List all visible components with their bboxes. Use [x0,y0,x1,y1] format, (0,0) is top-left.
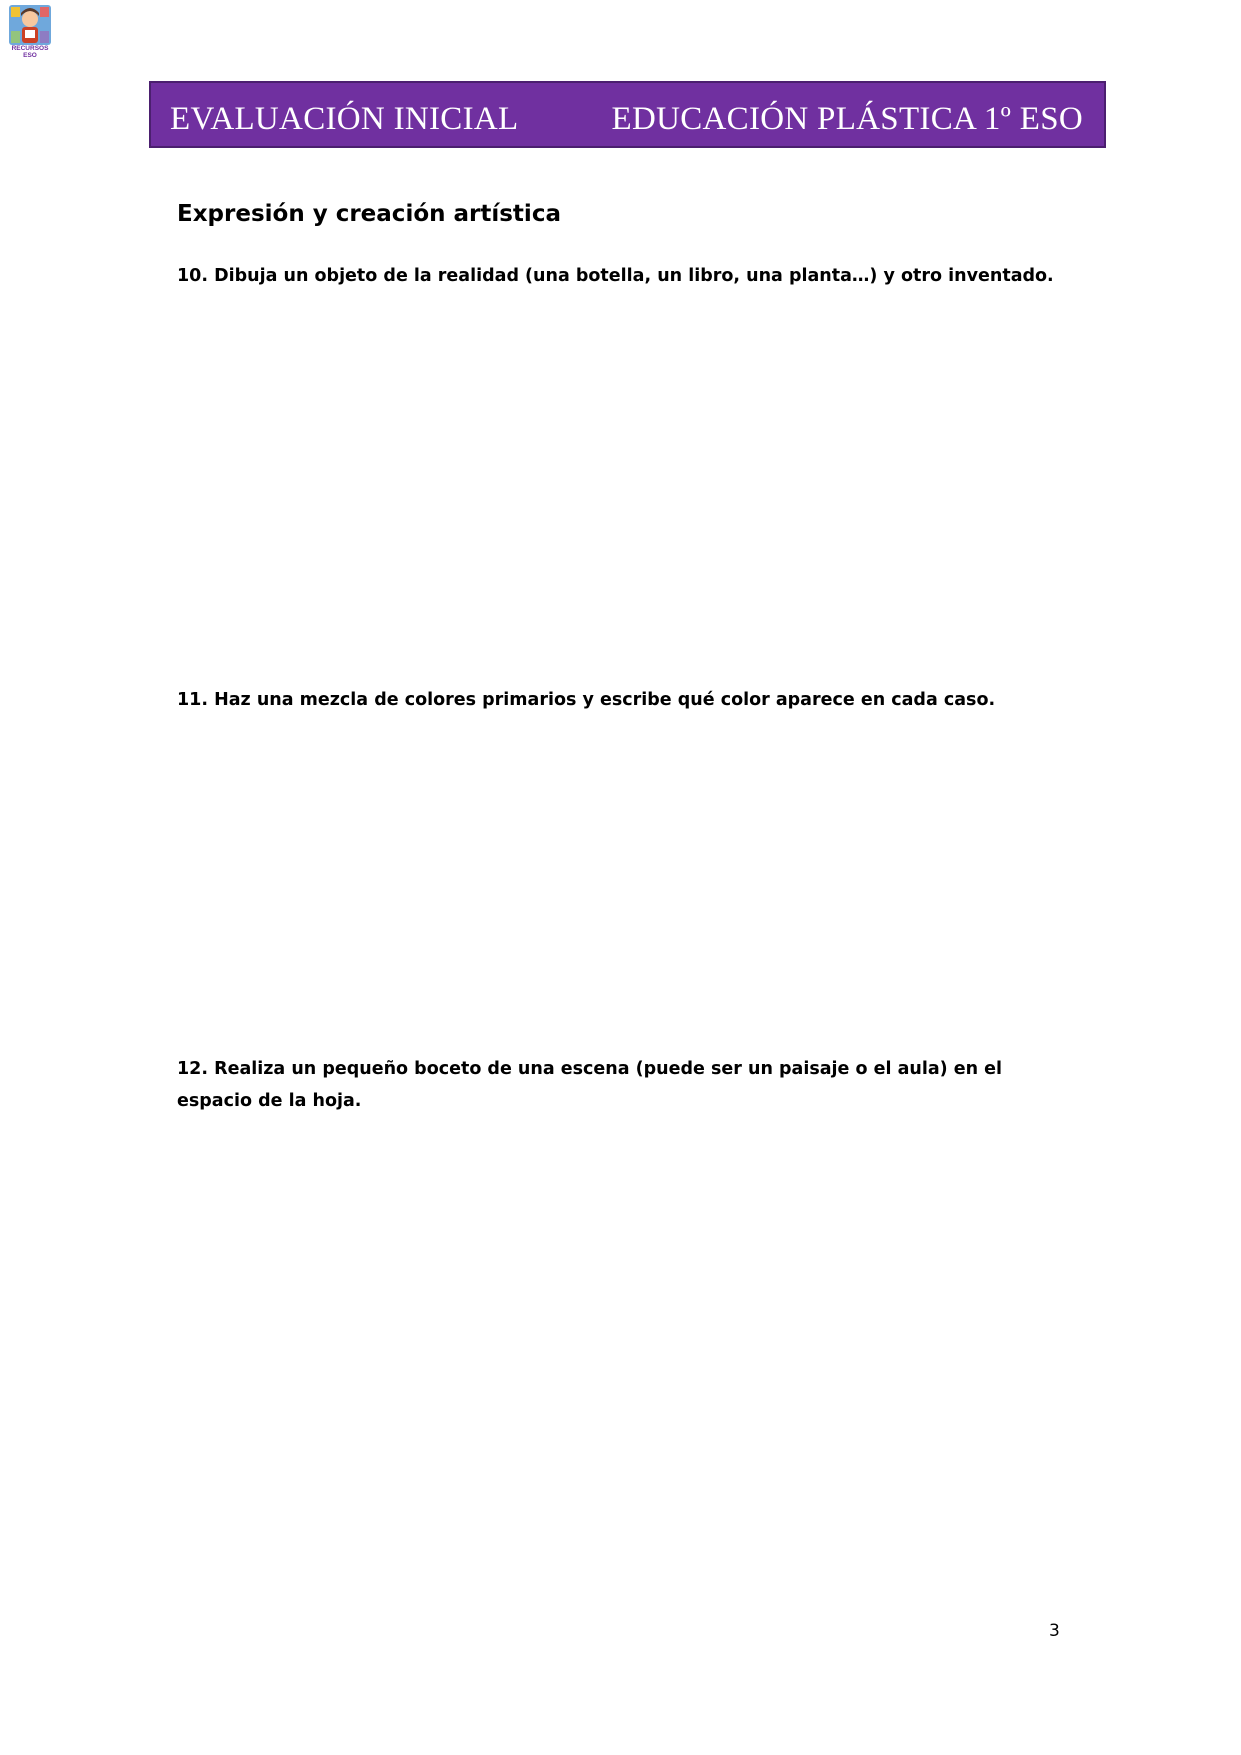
recursos-eso-logo [8,4,52,60]
header-title-left: EVALUACIÓN INICIAL [170,101,519,137]
question-10: 10. Dibuja un objeto de la realidad (una botella, un libro, una planta…) y otro inventado. [177,266,1054,286]
page-number: 3 [1049,1621,1060,1641]
header-title-right: EDUCACIÓN PLÁSTICA 1º ESO [611,101,1083,137]
section-title: Expresión y creación artística [177,201,561,227]
question-12: 12. Realiza un pequeño boceto de una escena (puede ser un paisaje o el aula) en el espacio de la hoja. [177,1059,1003,1111]
svg-text:RECURSOS: RECURSOS [11,45,49,52]
header-band [149,81,1106,148]
question-11: 11. Haz una mezcla de colores primarios y escribe qué color aparece en cada caso. [177,690,996,710]
svg-text:ESO: ESO [23,52,37,58]
